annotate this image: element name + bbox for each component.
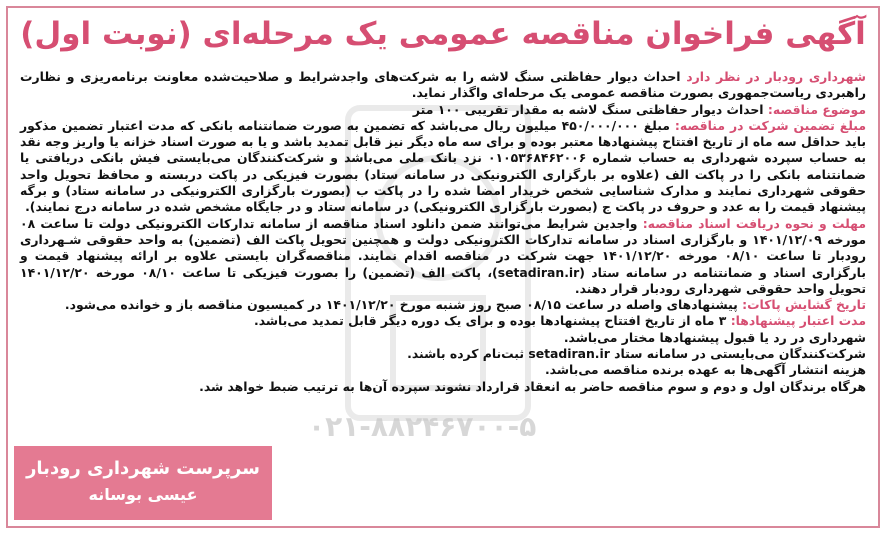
- subject-paragraph: [20, 102, 866, 118]
- deadline-heading: مهلت و نحوه دریافت اسناد مناقصه:: [642, 215, 866, 231]
- advertisement-body: [20, 69, 866, 395]
- guarantee-heading: مبلغ تضمین شرکت در مناقصه:: [674, 117, 866, 133]
- opening-heading: تاریخ گشایش پاکات:: [742, 297, 866, 313]
- advertisement-frame: [6, 6, 880, 528]
- signature-title: سرپرست شهرداری رودبار: [26, 458, 260, 479]
- phone-watermark: ۰۲۱-۸۸۲۴۶۷۰۰-۵: [308, 410, 537, 443]
- publication-cost-note: هزینه انتشار آگهی‌ها به عهده برنده مناقصه می‌باشد.: [544, 362, 866, 378]
- winners-note: هرگاه برندگان اول و دوم و سوم مناقصه حاضر به انعقاد قرارداد نشوند سپرده آن‌ها به ترتیب ضبط خواهد شد.: [199, 378, 866, 394]
- subject-text: احداث دیوار حفاظتی سنگ لاشه به مقدار تقریبی ۱۰۰ متر: [412, 101, 768, 117]
- page-title: آگهی فراخوان مناقصه عمومی یک مرحله‌ای (نوبت اول): [20, 16, 866, 52]
- subject-heading: موضوع مناقصه:: [767, 101, 866, 117]
- reject-accept-note: شهرداری در رد یا قبول پیشنهادها مختار می‌باشد.: [563, 329, 866, 345]
- intro-paragraph: [20, 69, 866, 102]
- validity-text: ۳ ماه از تاریخ افتتاح پیشنهادها بوده و برای یک دوره دیگر قابل تمدید می‌باشد.: [253, 313, 731, 329]
- deadline-text: واجدین شرایط می‌توانند ضمن دانلود اسناد مناقصه از سامانه تدارکات الکترونیکی دولت تا ساعت ۰۸ مورخه ۱۴۰۱/۱۲/۰۹ و بارگزاری اسناد در سامانه تدارکات الکترونیکی دولت و همچنین تحویل پاکت الف (تضمین) به واحد حقوقی شـهرداری رودبار تا ساعت ۰۸/۱۰ مورخه ۱۴۰۱/۱۲/۲۰ جهت شرکت در مناقصه اقدام نمایند. مناقصه‌گران بایستی علاوه بر ارائه پیشنهاد قیمت و بارگزاری اسناد و ضمانتنامه در سامانه ستاد (setadiran.ir)، پاکت الف (تضمین) را بصورت فیزیکی تا ساعت ۰۸/۱۰ مورخه ۱۴۰۱/۱۲/۲۰ تحویل واحد حقوقی شهرداری رودبار قرار دهند.: [20, 215, 866, 296]
- guarantee-text: مبلغ ۴۵۰/۰۰۰/۰۰۰ میلیون ریال می‌باشد که تضمین به صورت ضمانتنامه بانکی که مدت اعتبار تضمین مذکور باید حداقل سه ماه از تاریخ افتتاح پیشنهادها معتبر بوده و برای سه ماه دیگر نیز قابل تمدید باشد و یا به صورت اسناد خزانه یا واریز وجه نقد به حساب سپرده شهرداری به حساب شماره ۰۱۰۵۳۶۸۴۶۲۰۰۶ نزد بانک ملی می‌باشد و شرکت‌کنندگان می‌بایستی فیش بانکی دریافتی یا ضمانتنامه بانکی را در پاکت الف (علاوه بر بارگزاری الکترونیکی در سامانه ستاد) بصورت فیزیکی در پاکت دربسته و محافظ تحویل واحد حقوقی شهرداری نمایند و مدارک شناسایی شخص خریدار امضا شده را در پاکت ب (بصورت بارگزاری الکترونیکی در سامانه ستاد) و برگه پیشنهاد قیمت را به عدد و حروف در پاکت ج (بصورت بارگزاری الکترونیکی) در سامانه ستاد و در جایگاه مشخص شده در سامانه درج نمایند).: [20, 117, 866, 215]
- validity-heading: مدت اعتبار پیشنهادها:: [730, 313, 866, 329]
- guarantee-paragraph: [20, 118, 866, 216]
- deadline-paragraph: [20, 216, 866, 297]
- opening-text: پیشنهادهای واصله در ساعت ۰۸/۱۵ صبح روز شنبه مورخ ۱۴۰۱/۱۲/۲۰ در کمیسیون مناقصه باز و خوانده می‌شود.: [64, 297, 743, 313]
- signature-name: عیسی بوسانه: [88, 485, 198, 504]
- intro-text: احداث دیوار حفاظتی سنگ لاشه را به شرکت‌های واجدشرایط و صلاحیت‌شده معاونت برنامه‌ریزی و نظارت راهبردی ریاست‌جمهوری بصورت مناقصه عمومی یک مرحله‌ای واگذار نماید.: [20, 69, 866, 101]
- intro-heading: شهرداری رودبار در نظر دارد: [686, 69, 866, 84]
- validity-paragraph: [20, 313, 866, 329]
- registration-note: شرکت‌کنندگان می‌بایستی در سامانه ستاد setadiran.ir ثبت‌نام کرده باشند.: [407, 346, 866, 362]
- signature-box: [14, 446, 272, 520]
- opening-paragraph: [20, 297, 866, 313]
